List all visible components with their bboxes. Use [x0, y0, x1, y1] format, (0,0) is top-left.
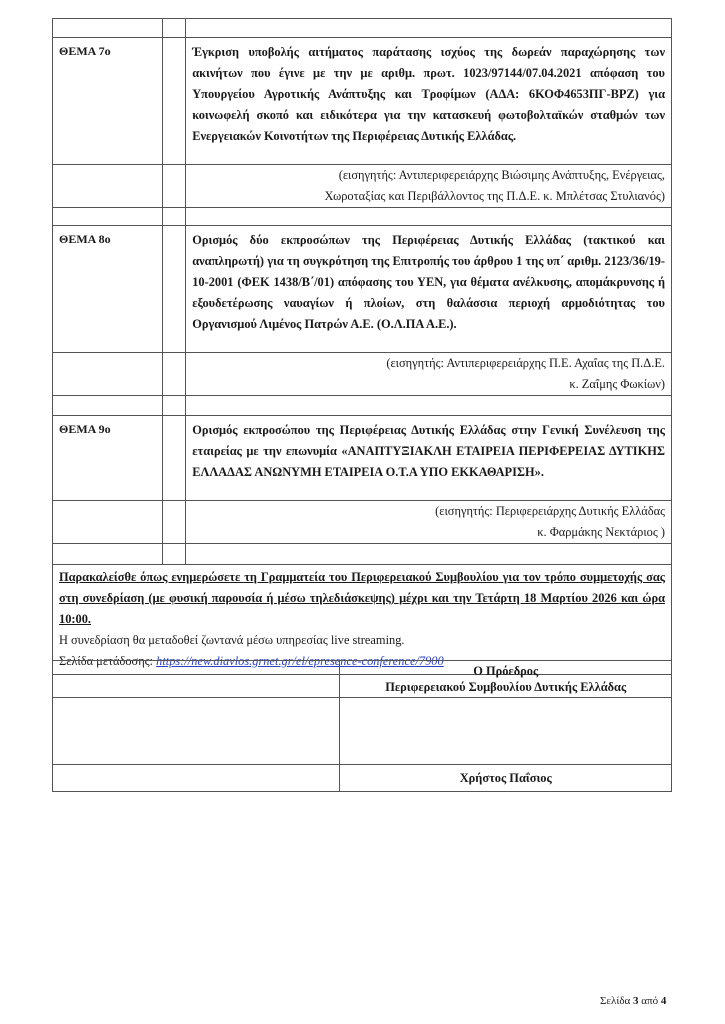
- speaker-info: [186, 353, 672, 396]
- topic-label: ΘΕΜΑ 8ο: [53, 226, 163, 353]
- topic-row-8: [53, 226, 672, 353]
- speaker-line: κ. Ζαΐμης Φωκίων): [569, 377, 665, 391]
- topic-text: Ορισμός δύο εκπροσώπων της Περιφέρειας Δυτικής Ελλάδας (τακτικού και αναπληρωτή) για τη συγκρότηση της Επιτροπής του άρθρου 1 της υπ΄ αριθμ. 2123/36/19-10-2001 (ΦΕΚ 1438/Β΄/01) απόφασης του ΥΕΝ, για θέματα ανέλκυσης, απομάκρυνσης ή εξουδετέρωσης ναυαγίων ή πλοίων, στη θαλάσσια περιοχή αρμοδιότητας του Οργανισμού Λιμένος Πατρών Α.Ε. (Ο.Λ.ΠΑ Α.Ε.).: [186, 226, 672, 353]
- speaker-line: (εισηγητής: Αντιπεριφερειάρχης Βιώσιμης Ανάπτυξης, Ενέργειας,: [338, 168, 665, 182]
- topic-row-7: [53, 38, 672, 165]
- signature-title-row: [53, 661, 672, 698]
- speaker-row: [53, 501, 672, 544]
- notice-deadline: Παρακαλείσθε όπως ενημερώσετε τη Γραμματεία του Περιφερειακού Συμβουλίου για τον τρόπο συμμετοχής σας στη συνεδρίαση (με φυσική παρουσία ή μέσω τηλεδιάσκεψης) μέχρι και την Τετάρτη 18 Μαρτίου 2026 και ώρα 10:00.: [59, 570, 665, 626]
- speaker-row: [53, 165, 672, 208]
- topic-row-9: [53, 416, 672, 501]
- spacer-row: [53, 544, 672, 565]
- page-footer: [600, 995, 666, 1007]
- speaker-line: (εισηγητής: Περιφερειάρχης Δυτικής Ελλάδας: [435, 504, 665, 518]
- notice-row: [53, 565, 672, 675]
- current-page: 3: [633, 995, 639, 1007]
- signature-organization: Περιφερειακού Συμβουλίου Δυτικής Ελλάδας: [385, 680, 627, 694]
- spacer-row: [53, 208, 672, 226]
- of-word: από: [638, 995, 661, 1007]
- stream-link[interactable]: https://new.diavlos.grnet.gr/el/epresence-conference/7900: [156, 654, 444, 668]
- speaker-row: [53, 353, 672, 396]
- signature-name-row: [53, 765, 672, 792]
- notice-block: [53, 565, 672, 675]
- speaker-info: [186, 165, 672, 208]
- spacer-row: [53, 396, 672, 416]
- topic-label: ΘΕΜΑ 7ο: [53, 38, 163, 165]
- stream-page-label: Σελίδα μετάδοσης:: [59, 654, 157, 668]
- spacer-row: [53, 19, 672, 38]
- topic-label: ΘΕΜΑ 9ο: [53, 416, 163, 501]
- page-word: Σελίδα: [600, 995, 634, 1007]
- signature-title: [340, 661, 672, 698]
- total-pages: 4: [660, 995, 667, 1007]
- signatory-name: Χρήστος Παΐσιος: [340, 765, 672, 792]
- speaker-line: Χωροταξίας και Περιβάλλοντος της Π.Δ.Ε. κ. Μπλέτσας Στυλιανός): [324, 189, 665, 203]
- notice-streaming: Η συνεδρίαση θα μεταδοθεί ζωντανά μέσω υπηρεσίας live streaming.: [59, 633, 405, 647]
- signature-role: Ο Πρόεδρος: [473, 664, 539, 678]
- speaker-info: [186, 501, 672, 544]
- speaker-line: κ. Φαρμάκης Νεκτάριος ): [537, 525, 665, 539]
- speaker-line: (εισηγητής: Αντιπεριφερειάρχης Π.Ε. Αχαΐας της Π.Δ.Ε.: [386, 356, 665, 370]
- agenda-table: [52, 18, 672, 675]
- signature-table: [52, 660, 672, 792]
- topic-text: Ορισμός εκπροσώπου της Περιφέρειας Δυτικής Ελλάδας στην Γενική Συνέλευση της εταιρείας με την επωνυμία «ΑΝΑΠΤΥΞΙΑΚΛΗ ΕΤΑΙΡΕΙΑ ΠΕΡΙΦΕΡΕΙΑΣ ΔΥΤΙΚΗΣ ΕΛΛΑΔΑΣ ΑΝΩΝΥΜΗ ΕΤΑΙΡΕΙΑ Ο.Τ.Α ΥΠΟ ΕΚΚΑΘΑΡΙΣΗ».: [186, 416, 672, 501]
- topic-text: Έγκριση υποβολής αιτήματος παράτασης ισχύος της δωρεάν παραχώρησης των ακινήτων που έγινε με την με αριθμ. πρωτ. 1023/97144/07.04.2021 απόφαση του Υπουργείου Αγροτικής Ανάπτυξης και Τροφίμων (ΑΔΑ: 6ΚΟΦ4653ΠΓ-ΒΡΖ) για κοινωφελή σκοπό και ειδικότερα για την κατασκευή φωτοβολταϊκών σταθμών των Ενεργειακών Κοινοτήτων της Περιφέρειας Δυτικής Ελλάδας.: [186, 38, 672, 165]
- signature-space-row: [53, 698, 672, 765]
